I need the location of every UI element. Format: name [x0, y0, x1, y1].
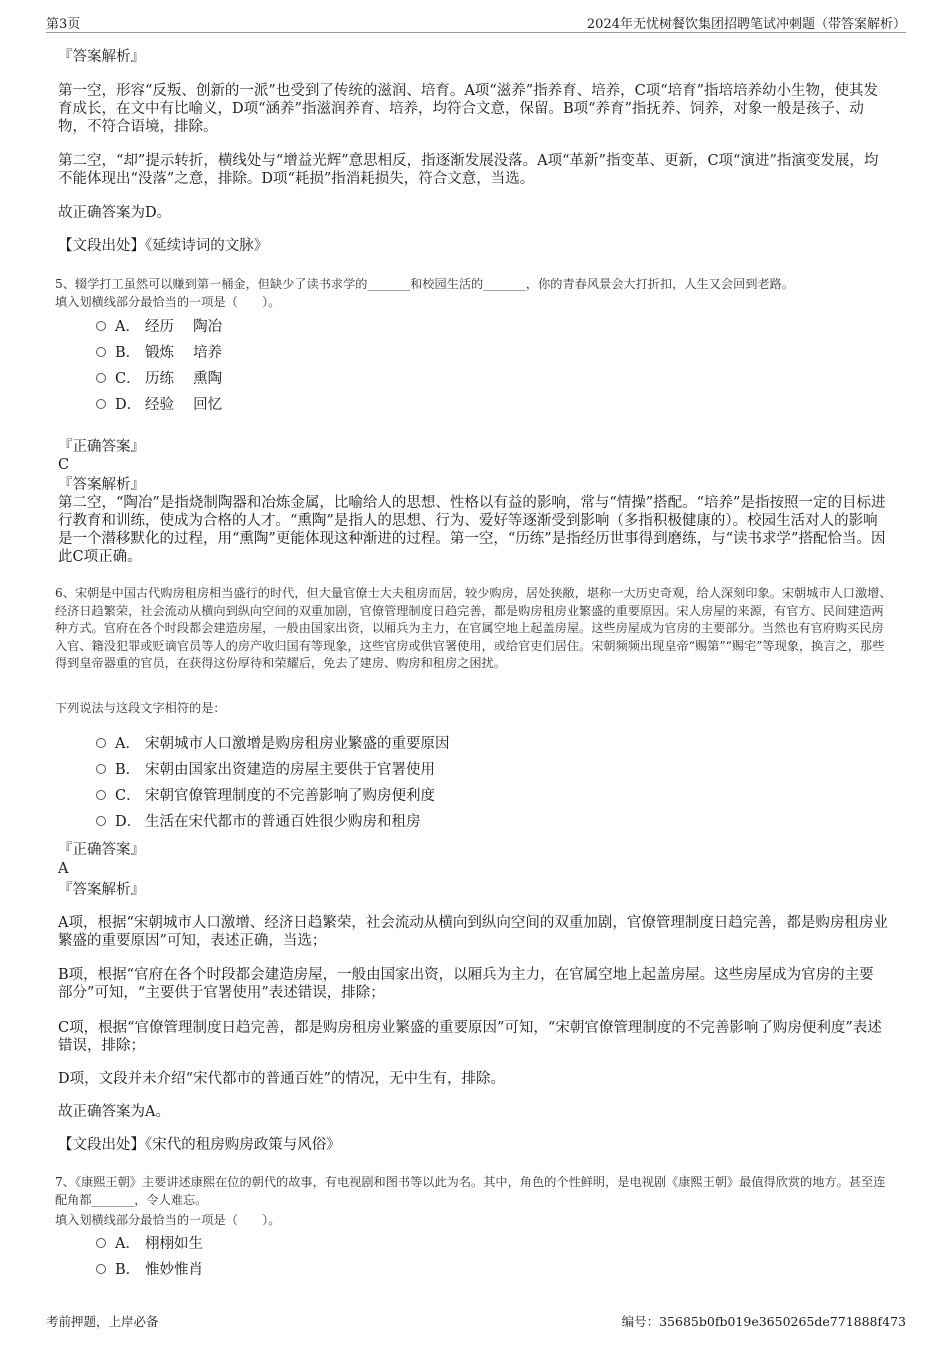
option-letter: C． — [115, 788, 141, 804]
option-letter: A． — [115, 319, 140, 335]
option-text: 宋朝城市人口激增是购房租房业繁盛的重要原因 — [145, 736, 450, 752]
document-id: 编号：35685b0fb019e3650265de771888f473 — [621, 1314, 906, 1329]
option-letter: A． — [115, 736, 140, 752]
radio-icon[interactable] — [96, 321, 106, 331]
q6-option-a[interactable] — [96, 735, 450, 753]
option-text: 锻炼 培养 — [145, 345, 223, 361]
radio-icon[interactable] — [96, 399, 106, 409]
option-letter: B． — [115, 345, 141, 361]
q5-option-c[interactable] — [96, 370, 222, 388]
q6-source: 【文段出处】《宋代的租房购房政策与风俗》 — [58, 1137, 341, 1153]
q5-option-d[interactable] — [96, 396, 222, 414]
q4-conclusion: 故正确答案为D。 — [58, 205, 172, 221]
option-text: 宋朝由国家出资建造的房屋主要供于官署使用 — [145, 762, 435, 778]
q6-analysis-d: D项，文段并未介绍“宋代都市的普通百姓”的情况，无中生有，排除。 — [58, 1071, 505, 1087]
radio-icon[interactable] — [96, 347, 106, 357]
page-number: 第3页 — [46, 17, 81, 32]
q5-analysis: 第二空，“陶冶”是指烧制陶器和冶炼金属，比喻给人的思想、性格以有益的影响，常与“情操”搭配。“培养”是指按照一定的目标进行教育和训练，使成为合格的人才。“熏陶”是指人的思想、行为、爱好等逐渐受到影响（多指积极健康的）。校园生活对人的影响是一个潜移默化的过程，用“熏陶”更能体现这种渐进的过程。第一空，“历练”是指经历世事得到磨练，与“读书求学”搭配恰当。因此C项正确。 — [58, 495, 886, 565]
radio-icon[interactable] — [96, 816, 106, 826]
q6-prompt: 下列说法与这段文字相符的是： — [55, 701, 226, 715]
q4-source: 【文段出处】《延续诗词的文脉》 — [58, 238, 269, 254]
q6-analysis-a: A项，根据“宋朝城市人口激增、经济日趋繁荣，社会流动从横向到纵向空间的双重加剧，官僚管理制度日趋完善，都是购房租房业繁盛的重要原因”可知，表述正确，当选； — [58, 915, 888, 949]
option-text: 惟妙惟肖 — [145, 1262, 203, 1278]
q4-analysis-p2: 第二空，“却”提示转折，横线处与“增益光辉”意思相反，指逐渐发展没落。A项“革新”指变革、更新，C项“演进”指演变发展，均不能体现出“没落”之意，排除。D项“耗损”指消耗损失，符合文意，当选。 — [58, 153, 879, 187]
q5-prompt: 填入划横线部分最恰当的一项是（ ）。 — [55, 295, 281, 309]
q7-prompt: 填入划横线部分最恰当的一项是（ ）。 — [55, 1213, 281, 1227]
q6-option-c[interactable] — [96, 787, 435, 805]
q4-analysis-p1: 第一空，形容“反叛、创新的一派”也受到了传统的滋润、培育。A项“滋养”指养育、培养，C项“培育”指培培养幼小生物，使其发育成长，在文中有比喻义，D项“涵养”指滋润养育、培养，均符合文意，保留。B项“养育”指抚养、饲养，对象一般是孩子、动物，不符合语境，排除。 — [58, 83, 879, 135]
option-letter: D． — [115, 814, 142, 830]
q6-answer-label: 『正确答案』 — [58, 842, 145, 858]
q7-option-b[interactable] — [96, 1261, 203, 1279]
option-letter: B． — [115, 1262, 141, 1278]
q5-option-a[interactable] — [96, 318, 222, 336]
document-title: 2024年无忧树餐饮集团招聘笔试冲刺题（带答案解析） — [586, 17, 906, 32]
q5-answer: C — [58, 457, 70, 473]
radio-icon[interactable] — [96, 790, 106, 800]
radio-icon[interactable] — [96, 738, 106, 748]
q7-option-a[interactable] — [96, 1235, 203, 1253]
option-text: 宋朝官僚管理制度的不完善影响了购房便利度 — [145, 788, 435, 804]
q6-option-d[interactable] — [96, 813, 421, 831]
page-header — [46, 10, 906, 33]
option-letter: D． — [115, 397, 142, 413]
q6-conclusion: 故正确答案为A。 — [58, 1104, 170, 1120]
q5-stem: 5、辍学打工虽然可以赚到第一桶金，但缺少了读书求学的_______和校园生活的_______，你的青春风景会大打折扣，人生又会回到老路。 — [55, 277, 795, 291]
option-text: 栩栩如生 — [145, 1236, 203, 1252]
option-text: 经验 回忆 — [145, 397, 223, 413]
q6-analysis-b: B项，根据“官府在各个时段都会建造房屋，一般由国家出资，以厢兵为主力，在官属空地上起盖房屋。这些房屋成为官房的主要部分”可知，“主要供于官署使用”表述错误，排除； — [58, 967, 874, 1001]
option-letter: B． — [115, 762, 141, 778]
q7-stem: 7、《康熙王朝》主要讲述康熙在位的朝代的故事，有电视剧和图书等以此为名。其中，角色的个性鲜明，是电视剧《康熙王朝》最值得欣赏的地方。甚至连配角都_______，令人难忘。 — [55, 1175, 886, 1207]
option-text: 经历 陶冶 — [145, 319, 223, 335]
radio-icon[interactable] — [96, 764, 106, 774]
option-letter: C． — [115, 371, 141, 387]
q5-answer-label: 『正确答案』 — [58, 439, 145, 455]
option-text: 历练 熏陶 — [145, 371, 223, 387]
q6-answer: A — [58, 861, 69, 877]
q4-analysis-label: 『答案解析』 — [58, 49, 145, 65]
q5-option-b[interactable] — [96, 344, 222, 362]
radio-icon[interactable] — [96, 1264, 106, 1274]
radio-icon[interactable] — [96, 1238, 106, 1248]
option-letter: A． — [115, 1236, 140, 1252]
footer-slogan: 考前押题，上岸必备 — [46, 1314, 159, 1329]
q6-option-b[interactable] — [96, 761, 435, 779]
option-text: 生活在宋代都市的普通百姓很少购房和租房 — [145, 814, 421, 830]
q6-analysis-c: C项，根据“官僚管理制度日趋完善，都是购房租房业繁盛的重要原因”可知，“宋朝官僚管理制度的不完善影响了购房便利度”表述错误，排除； — [58, 1020, 882, 1054]
q6-analysis-label: 『答案解析』 — [58, 882, 145, 898]
q6-passage: 6、宋朝是中国古代购房租房相当盛行的时代，但大量官僚士大夫租房而居，较少购房，居处狭敝，堪称一大历史奇观，给人深刻印象。宋朝城市人口激增、经济日趋繁荣，社会流动从横向到纵向空间的双重加剧，官僚管理制度日趋完善，都是购房租房业繁盛的重要原因。宋人房屋的来源，有官方、民间建造两种方式。官府在各个时段都会建造房屋，一般由国家出资，以厢兵为主力，在官属空地上起盖房屋。这些房屋成为官房的主要部分。当然也有官府购买民房入官、籍没犯罪或贬谪官员等人的房产收归国有等现象，这些官房或供官署使用，或给官吏们居住。宋朝频频出现皇帝“赐第”“赐宅”等现象，换言之，那些得到皇帝器重的官员，在获得这份厚待和荣耀后，免去了建房、购房和租房之困扰。 — [55, 586, 892, 670]
q5-analysis-label: 『答案解析』 — [58, 477, 145, 493]
radio-icon[interactable] — [96, 373, 106, 383]
